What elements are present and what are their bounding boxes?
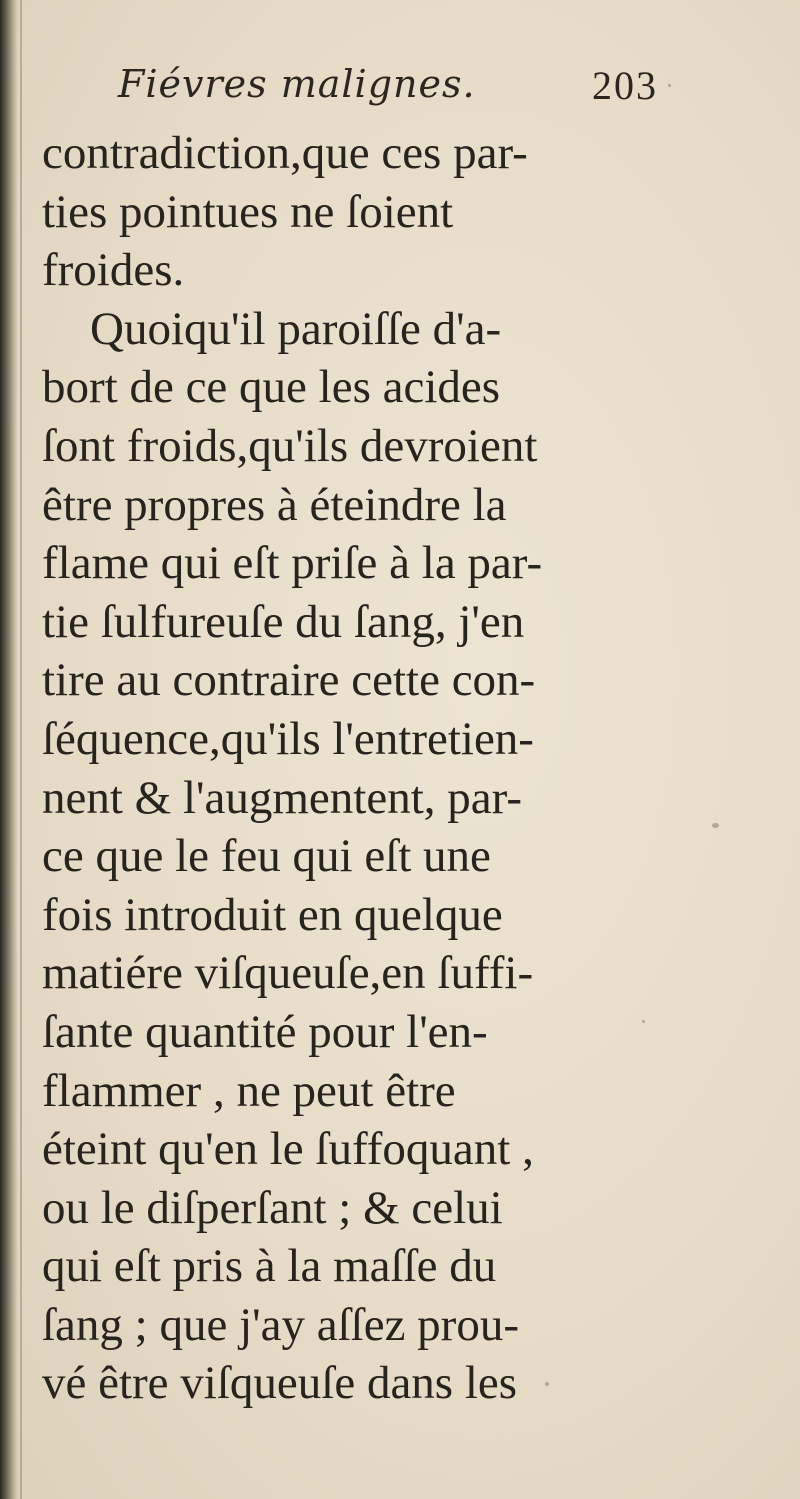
text-line: froides. xyxy=(42,244,185,297)
text-line: matiére viſqueuſe,en ſuffi- xyxy=(42,947,534,1000)
text-line: nent & l'augmentent, par- xyxy=(42,771,522,824)
paper-speck xyxy=(545,1382,549,1386)
text-line: ſang ; que j'ay aſſez prou- xyxy=(42,1298,519,1351)
text-line: Quoiqu'il paroiſſe d'a- xyxy=(90,302,502,355)
paper-speck xyxy=(642,1020,645,1023)
binding-edge xyxy=(20,0,22,1499)
body-text xyxy=(42,124,642,1413)
running-title: Fiévres malignes. xyxy=(118,62,476,106)
text-line: être propres à éteindre la xyxy=(42,478,507,531)
paper-speck xyxy=(668,84,671,87)
text-line: bort de ce que les acides xyxy=(42,361,501,414)
text-line: ties pointues ne ſoient xyxy=(42,185,454,238)
text-line: flame qui eſt priſe à la par- xyxy=(42,537,543,590)
text-line: tire au contraire cette con- xyxy=(42,654,536,707)
text-line: qui eſt pris à la maſſe du xyxy=(42,1240,497,1293)
text-line: vé être viſqueuſe dans les xyxy=(42,1357,518,1410)
page-header xyxy=(118,62,658,122)
text-line: ſante quantité pour l'en- xyxy=(42,1005,488,1058)
binding-shadow xyxy=(0,0,18,1499)
text-line: ſéquence,qu'ils l'entretien- xyxy=(42,712,534,765)
paper-speck xyxy=(712,823,719,828)
text-line: éteint qu'en le ſuffoquant , xyxy=(42,1123,534,1176)
text-line: ſont froids,qu'ils devroient xyxy=(42,419,538,472)
page-number: 203 xyxy=(592,63,658,108)
text-line: flammer , ne peut être xyxy=(42,1064,456,1117)
text-line: ce que le feu qui eſt une xyxy=(42,830,491,883)
text-line: tie ſulfureuſe du ſang, j'en xyxy=(42,595,525,648)
text-line: fois introduit en quelque xyxy=(42,888,503,941)
text-line: contradiction,que ces par- xyxy=(42,127,528,179)
text-line: ou le diſperſant ; & celui xyxy=(42,1181,503,1234)
